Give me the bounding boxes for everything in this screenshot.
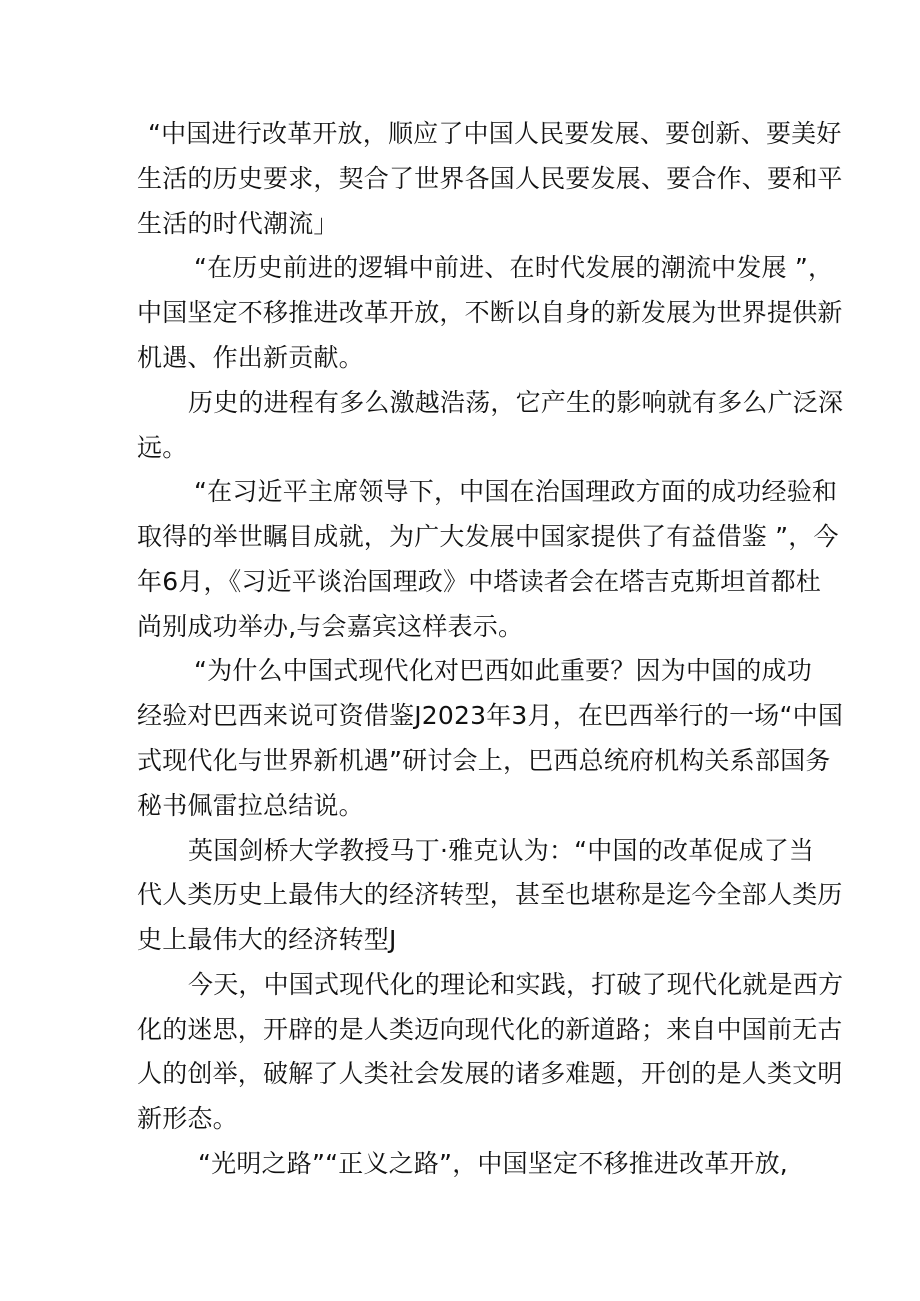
text-line: 年6月，《习近平谈治国理政》中塔读者会在塔吉克斯坦首都杜 xyxy=(137,567,822,596)
text-line: 新形态。 xyxy=(137,1104,238,1133)
text-line: 中国坚定不移推进改革开放，不断以自身的新发展为世界提供新 xyxy=(137,298,843,327)
text-line: 史上最伟大的经济转型J xyxy=(137,925,397,954)
text-line: 生活的历史要求，契合了世界各国人民要发展、要合作、要和平 xyxy=(137,164,843,193)
text-line: “在习近平主席领导下，中国在治国理政方面的成功经验和 xyxy=(194,477,838,506)
text-line: 人的创举，破解了人类社会发展的诸多难题，开创的是人类文明 xyxy=(137,1059,843,1088)
text-line: 式现代化与世界新机遇”研讨会上，巴西总统府机构关系部国务 xyxy=(137,746,831,775)
text-line: 秘书佩雷拉总结说。 xyxy=(137,791,364,820)
text-line: 机遇、作出新贡献。 xyxy=(137,343,364,372)
text-line: 取得的举世瞩目成就，为广大发展中国家提供了有益借鉴 ”，今 xyxy=(137,522,839,551)
text-line: 经验对巴西来说可资借鉴J2023年3月，在巴西举行的一场“中国 xyxy=(137,701,844,730)
text-line: 生活的时代潮流」 xyxy=(137,209,339,238)
text-line: 远。 xyxy=(137,433,188,462)
text-line: 历史的进程有多么激越浩荡，它产生的影响就有多么广泛深 xyxy=(188,388,844,417)
text-line: 化的迷思，开辟的是人类迈向现代化的新道路；来自中国前无古 xyxy=(137,1015,843,1044)
text-line: 尚别成功举办,与会嘉宾这样表示。 xyxy=(137,612,524,641)
text-line: 今天，中国式现代化的理论和实践，打破了现代化就是西方 xyxy=(188,970,844,999)
text-line: 代人类历史上最伟大的经济转型，甚至也堪称是迄今全部人类历 xyxy=(137,880,843,909)
text-line: “在历史前进的逻辑中前进、在时代发展的潮流中发展 ”， xyxy=(194,253,834,282)
text-line: “中国进行改革开放，顺应了中国人民要发展、要创新、要美好 xyxy=(148,119,842,148)
text-line: “为什么中国式现代化对巴西如此重要？因为中国的成功 xyxy=(194,656,812,685)
text-line: 英国剑桥大学教授马丁·雅克认为：“中国的改革促成了当 xyxy=(188,836,815,865)
text-line: “光明之路”“正义之路”，中国坚定不移推进改革开放, xyxy=(198,1149,788,1178)
